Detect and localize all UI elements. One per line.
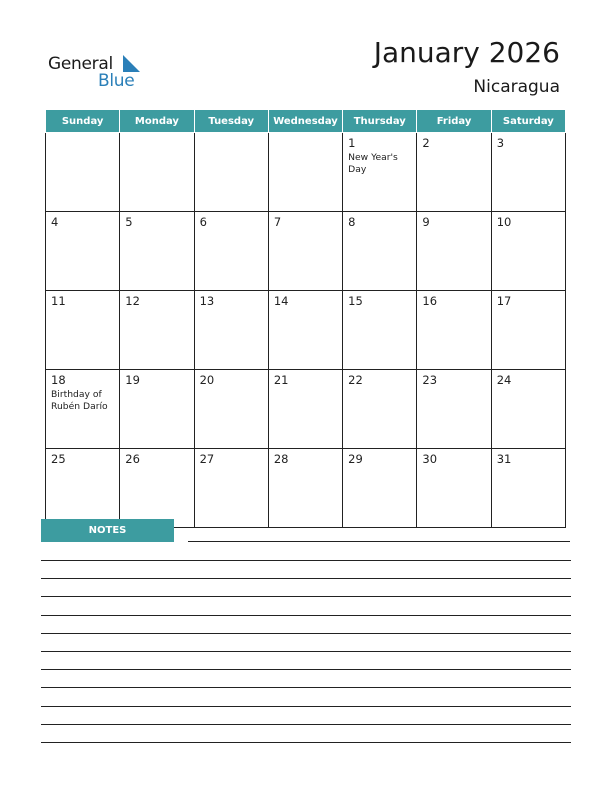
day-cell [194, 291, 268, 370]
notes-label: NOTES [41, 519, 174, 542]
day-cell [343, 370, 417, 449]
holiday-label: Birthday of Rubén Darío [51, 389, 108, 412]
day-cell [120, 370, 194, 449]
logo-word-general: General [48, 54, 113, 74]
day-cell [343, 133, 417, 212]
day-cell [120, 449, 194, 528]
day-cell [194, 370, 268, 449]
notes-rule-line [188, 541, 570, 542]
weekday-header-row [46, 110, 566, 133]
day-cell [268, 370, 342, 449]
month-year-title: January 2026 [373, 36, 560, 69]
notes-rule-line [41, 578, 571, 579]
notes-rule-line [41, 669, 571, 670]
day-cell [46, 291, 120, 370]
day-number: 8 [348, 215, 356, 229]
day-cell [343, 291, 417, 370]
day-number: 7 [273, 215, 282, 229]
day-number: 1 [348, 136, 356, 150]
logo-word-blue: Blue [98, 71, 135, 91]
week-row [46, 449, 566, 528]
day-cell [46, 370, 120, 449]
day-number: 17 [496, 294, 512, 308]
weekday-friday: Friday [417, 110, 491, 133]
day-cell [491, 449, 565, 528]
week-row [46, 133, 566, 212]
day-cell [194, 133, 268, 212]
day-number: 4 [51, 215, 59, 229]
notes-rule-line [41, 724, 571, 725]
day-cell [46, 133, 120, 212]
day-number: 5 [125, 215, 133, 229]
logo-triangle-icon [121, 53, 141, 73]
day-number: 15 [348, 294, 363, 308]
day-cell [417, 133, 491, 212]
day-number: 11 [51, 294, 66, 308]
day-cell [417, 212, 491, 291]
day-cell [491, 291, 565, 370]
day-cell [194, 212, 268, 291]
notes-rule-line [41, 615, 571, 616]
calendar-grid [45, 109, 566, 528]
day-number: 10 [496, 215, 512, 229]
notes-rule-line [41, 742, 571, 743]
day-cell [268, 212, 342, 291]
weekday-thursday: Thursday [343, 110, 417, 133]
weekday-wednesday: Wednesday [268, 110, 342, 133]
day-cell [417, 449, 491, 528]
day-number: 28 [273, 452, 289, 466]
day-number: 25 [51, 452, 66, 466]
country-name: Nicaragua [473, 77, 560, 97]
notes-rule-line [41, 706, 571, 707]
day-number: 16 [422, 294, 438, 308]
day-number: 23 [422, 373, 438, 387]
day-cell [120, 212, 194, 291]
notes-rule-line [41, 651, 571, 652]
day-cell [46, 449, 120, 528]
week-row [46, 370, 566, 449]
day-number: 26 [125, 452, 140, 466]
notes-rule-line [41, 687, 571, 688]
week-row [46, 212, 566, 291]
day-number: 30 [422, 452, 438, 466]
weekday-tuesday: Tuesday [194, 110, 268, 133]
day-cell [417, 370, 491, 449]
day-number: 21 [273, 373, 289, 387]
day-number: 12 [125, 294, 140, 308]
day-number: 6 [199, 215, 207, 229]
weekday-sunday: Sunday [46, 110, 120, 133]
day-cell [46, 212, 120, 291]
day-number: 20 [199, 373, 215, 387]
day-cell [343, 449, 417, 528]
notes-rule-line [41, 596, 571, 597]
day-number: 14 [273, 294, 289, 308]
day-cell [343, 212, 417, 291]
day-cell [120, 133, 194, 212]
weekday-monday: Monday [120, 110, 194, 133]
day-cell [491, 212, 565, 291]
generalblue-logo [48, 52, 158, 92]
day-cell [491, 370, 565, 449]
notes-rule-line [41, 560, 571, 561]
day-number: 24 [496, 373, 512, 387]
day-cell [268, 449, 342, 528]
day-cell [417, 291, 491, 370]
day-cell [268, 291, 342, 370]
day-number: 18 [51, 373, 66, 387]
notes-rule-line [41, 633, 571, 634]
day-cell [491, 133, 565, 212]
holiday-label: New Year's Day [348, 152, 398, 175]
day-number: 9 [422, 215, 430, 229]
day-number: 31 [496, 452, 512, 466]
day-number: 2 [422, 136, 430, 150]
day-number: 22 [348, 373, 363, 387]
day-cell [194, 449, 268, 528]
day-number: 13 [199, 294, 215, 308]
day-number: 29 [348, 452, 363, 466]
day-number: 19 [125, 373, 140, 387]
day-number: 27 [199, 452, 215, 466]
weekday-saturday: Saturday [491, 110, 565, 133]
day-cell [268, 133, 342, 212]
week-row [46, 291, 566, 370]
day-cell [120, 291, 194, 370]
day-number: 3 [496, 136, 505, 150]
